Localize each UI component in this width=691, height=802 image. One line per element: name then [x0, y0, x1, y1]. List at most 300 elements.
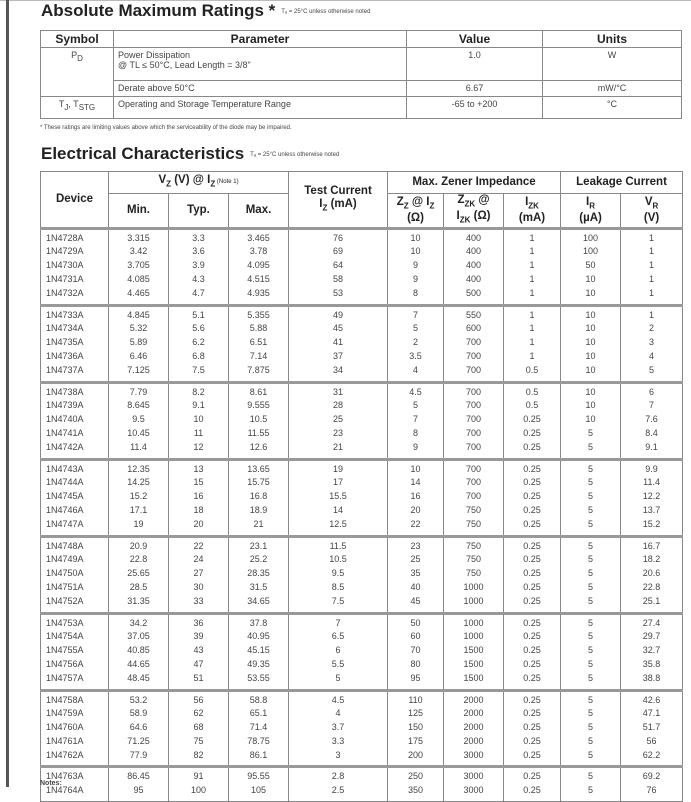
cell-value: 1	[649, 309, 655, 320]
cell-value: 20.6	[642, 568, 661, 579]
cell-value: 3.3	[331, 735, 345, 746]
cell-value: 1000	[463, 631, 484, 642]
cell-value: 5.1	[192, 309, 205, 320]
cell-value: 12.2	[642, 491, 661, 502]
col-izk: $I_{ZK}$ (mA)	[504, 194, 561, 229]
device-name: 1N4749A	[46, 554, 84, 565]
cell-value: 62	[193, 708, 204, 719]
cell	[561, 228, 621, 305]
cell-value: 16.7	[642, 540, 661, 551]
cell-value: 35.8	[642, 658, 661, 669]
table-row	[41, 459, 683, 536]
cell-value: 10	[410, 232, 421, 243]
cell	[561, 305, 621, 382]
cell-value: 5	[588, 463, 594, 474]
device-name: 1N4731A	[46, 273, 84, 284]
cell-value: 1	[529, 350, 535, 361]
cell-value: 250	[408, 771, 424, 782]
cell	[229, 459, 289, 536]
device-name: 1N4760A	[46, 722, 84, 733]
cell	[289, 536, 388, 613]
device-group	[41, 382, 683, 459]
units-temp: °C	[543, 97, 682, 119]
symbol-pd: $P_D$	[41, 48, 114, 97]
cell-value: 8.645	[127, 400, 150, 411]
device-name: 1N4735A	[46, 337, 84, 348]
cell-value: 3000	[463, 771, 484, 782]
cell-value: 5.355	[247, 309, 270, 320]
cell	[109, 690, 169, 767]
cell-value: 10.45	[127, 427, 150, 438]
cell-value: 4	[413, 364, 419, 375]
cell	[504, 459, 561, 536]
device-name: 1N4734A	[46, 323, 84, 334]
cell-value: 34.2	[129, 617, 148, 628]
cell	[561, 459, 621, 536]
col-zzk: $Z_{ZK}$ @ $I_{ZK}$ (Ω)	[444, 194, 504, 229]
abs-max-table	[40, 30, 682, 119]
table-row	[41, 767, 683, 802]
cell-value: 95.55	[247, 771, 270, 782]
cell-value: 1	[649, 287, 655, 298]
cell-value: 5	[413, 400, 419, 411]
table-row	[41, 536, 683, 613]
cell-value: 78.75	[247, 735, 270, 746]
cell-value: 53.2	[129, 694, 148, 705]
cell-value: 77.9	[129, 749, 148, 760]
cell-value: 700	[466, 350, 482, 361]
cell-value: 65.1	[249, 708, 268, 719]
cell-value: 400	[466, 246, 482, 257]
cell	[621, 690, 683, 767]
cell-value: 70	[410, 645, 421, 656]
cell-value: 4.845	[127, 309, 150, 320]
cell-value: 69.2	[642, 771, 661, 782]
col-ir: $I_R$ (µA)	[561, 194, 621, 229]
cell-value: 0.25	[523, 441, 541, 452]
device-name: 1N4754A	[46, 631, 84, 642]
cell-value: 18.2	[642, 554, 661, 565]
symbol-tj: $T_J$, $T_{STG}$	[41, 97, 114, 119]
cell-value: 3000	[463, 785, 484, 796]
cell-value: 105	[251, 785, 267, 796]
cell-value: 36	[193, 617, 204, 628]
cell	[444, 305, 504, 382]
cell-value: 3.9	[192, 260, 205, 271]
cell-value: 40	[410, 581, 421, 592]
table-row	[41, 690, 683, 767]
col-parameter: Parameter	[114, 31, 407, 48]
cell-value: 68	[193, 722, 204, 733]
cell-value: 1	[649, 273, 655, 284]
cell-value: 10	[410, 463, 421, 474]
cell-value: 2	[413, 337, 419, 348]
cell-value: 1	[529, 323, 535, 334]
device-name: 1N4757A	[46, 672, 84, 683]
cell-value: 56	[193, 694, 204, 705]
cell-value: 28.5	[129, 581, 148, 592]
device-group	[41, 228, 683, 305]
cell-value: 3	[649, 337, 655, 348]
cell-value: 37.8	[249, 617, 268, 628]
cell-value: 9.1	[645, 441, 658, 452]
cell-value: 4.465	[127, 287, 150, 298]
cell	[229, 613, 289, 690]
cell-value: 34.65	[247, 595, 270, 606]
cell-value: 25.1	[642, 595, 661, 606]
cell-value: 13	[193, 463, 204, 474]
device-group	[41, 767, 683, 802]
cell-value: 700	[466, 400, 482, 411]
cell-value: 700	[466, 414, 482, 425]
cell-value: 11.5	[329, 540, 347, 551]
cell-value: 5	[588, 722, 594, 733]
cell-value: 86.45	[127, 771, 150, 782]
cell-value: 5	[588, 617, 594, 628]
cell-value: 1000	[463, 595, 484, 606]
cell-value: 21	[253, 518, 264, 529]
device-name: 1N4753A	[46, 617, 84, 628]
cell-value: 11.4	[130, 441, 147, 452]
cell-value: 0.25	[523, 491, 541, 502]
cell-value: 41	[333, 337, 344, 348]
cell	[229, 690, 289, 767]
cell-value: 9	[413, 273, 419, 284]
cell-value: 1	[529, 260, 535, 271]
cell-value: 7.875	[247, 364, 270, 375]
cell-value: 62.2	[642, 749, 661, 760]
cell-value: 8	[413, 287, 419, 298]
cell-value: 5	[413, 323, 419, 334]
cell-value: 24	[193, 554, 204, 565]
cell-value: 47	[193, 658, 204, 669]
device-group	[41, 690, 683, 767]
cell-value: 20	[410, 504, 421, 515]
cell-value: 5	[588, 645, 594, 656]
cell-value: 5	[588, 518, 594, 529]
cell	[41, 459, 109, 536]
cell-value: 8.61	[249, 386, 268, 397]
cell-value: 4.095	[247, 260, 270, 271]
cell-value: 49.35	[247, 658, 270, 669]
cell	[388, 690, 444, 767]
cell-value: 43	[193, 645, 204, 656]
cell-value: 0.25	[523, 645, 541, 656]
cell-value: 7	[413, 414, 419, 425]
notes-label: Notes:	[40, 780, 62, 787]
col-vr: $V_R$ (V)	[621, 194, 683, 229]
cell-value: 22.8	[129, 554, 148, 565]
cell-value: 6.2	[192, 337, 205, 348]
cell-value: 2000	[463, 708, 484, 719]
cell-value: 12.6	[249, 441, 268, 452]
units-power: W	[543, 48, 682, 81]
cell-value: 0.25	[523, 785, 541, 796]
cell	[621, 382, 683, 459]
cell-value: 71.4	[249, 722, 268, 733]
cell	[388, 228, 444, 305]
cell-value: 16	[410, 491, 421, 502]
cell-value: 60	[410, 631, 421, 642]
cell-value: 1	[529, 309, 535, 320]
cell	[504, 228, 561, 305]
cell	[388, 613, 444, 690]
col-impedance-group: Max. Zener Impedance	[388, 172, 561, 194]
cell-value: 2000	[463, 735, 484, 746]
abs-max-condition: Tₐ = 25°C unless otherwise noted	[281, 8, 371, 15]
cell-value: 700	[466, 364, 482, 375]
cell-value: 29.7	[642, 631, 661, 642]
cell	[504, 382, 561, 459]
cell-value: 22.8	[642, 581, 661, 592]
cell-value: 27.4	[642, 617, 661, 628]
cell-value: 9.5	[132, 414, 145, 425]
cell-value: 51.7	[642, 722, 661, 733]
cell	[169, 228, 229, 305]
cell-value: 150	[408, 722, 424, 733]
device-name: 1N4750A	[46, 568, 84, 579]
cell-value: 0.25	[523, 771, 541, 782]
cell-value: 200	[408, 749, 424, 760]
cell-value: 10	[585, 287, 596, 298]
cell-value: 1000	[463, 581, 484, 592]
cell	[621, 613, 683, 690]
device-name: 1N4759A	[46, 708, 84, 719]
cell-value: 95	[410, 672, 421, 683]
col-value: Value	[407, 31, 543, 48]
cell-value: 17.1	[129, 504, 148, 515]
cell	[169, 690, 229, 767]
cell	[109, 767, 169, 802]
device-name: 1N4747A	[46, 518, 84, 529]
cell-value: 15.5	[329, 491, 347, 502]
cell-value: 2.5	[331, 785, 345, 796]
electrical-table	[40, 171, 683, 802]
cell-value: 5	[588, 477, 594, 488]
cell	[229, 228, 289, 305]
cell-value: 2	[649, 323, 655, 334]
cell-value: 500	[466, 287, 482, 298]
cell	[621, 459, 683, 536]
device-name: 1N4730A	[46, 260, 84, 271]
cell-value: 25.65	[127, 568, 150, 579]
cell-value: 750	[466, 518, 482, 529]
cell-value: 125	[408, 708, 424, 719]
cell-value: 6.5	[331, 631, 345, 642]
cell-value: 5	[588, 491, 594, 502]
device-name: 1N4762A	[46, 749, 84, 760]
cell-value: 0.25	[523, 595, 541, 606]
cell-value: 49	[333, 309, 344, 320]
col-max: Max.	[229, 194, 289, 229]
cell-value: 13.65	[247, 463, 270, 474]
cell-value: 28.35	[247, 568, 270, 579]
cell-value: 42.6	[642, 694, 661, 705]
device-name: 1N4758A	[46, 694, 84, 705]
col-symbol: Symbol	[41, 31, 114, 48]
cell	[561, 767, 621, 802]
cell-value: 1	[649, 260, 655, 271]
cell-value: 110	[408, 694, 423, 705]
cell-value: 1	[529, 246, 535, 257]
cell	[444, 536, 504, 613]
cell-value: 95	[133, 785, 144, 796]
cell-value: 0.25	[523, 672, 541, 683]
col-units: Units	[543, 31, 682, 48]
cell-value: 40.85	[127, 645, 150, 656]
cell-value: 76	[646, 785, 657, 796]
cell-value: 10	[410, 246, 421, 257]
cell-value: 1500	[463, 658, 484, 669]
cell	[289, 459, 388, 536]
cell-value: 5.6	[192, 323, 205, 334]
page-edge-bar	[6, 0, 9, 787]
cell-value: 31	[333, 386, 344, 397]
cell-value: 0.5	[525, 400, 539, 411]
cell-value: 3.465	[247, 232, 270, 243]
cell-value: 58.8	[249, 694, 268, 705]
table-row	[41, 228, 683, 305]
cell-value: 14	[333, 504, 344, 515]
cell-value: 45	[333, 323, 344, 334]
col-vz-group: $V_Z$ (V) @ $I_Z$ (Note 1)	[109, 172, 289, 194]
cell	[504, 767, 561, 802]
cell	[444, 767, 504, 802]
cell-value: 0.25	[523, 540, 541, 551]
cell-value: 7.6	[645, 414, 658, 425]
cell-value: 0.25	[523, 581, 541, 592]
cell-value: 1500	[463, 645, 484, 656]
cell-value: 3.6	[192, 246, 205, 257]
cell	[444, 613, 504, 690]
cell-value: 10	[585, 323, 596, 334]
cell-value: 10	[585, 273, 596, 284]
cell-value: 56	[646, 735, 657, 746]
cell-value: 2000	[463, 694, 484, 705]
cell-value: 175	[408, 735, 424, 746]
cell-value: 22	[193, 540, 204, 551]
cell	[444, 690, 504, 767]
cell-value: 27	[193, 568, 204, 579]
cell-value: 7.5	[331, 595, 345, 606]
cell-value: 9	[413, 260, 419, 271]
cell-value: 28	[333, 400, 344, 411]
cell-value: 17	[333, 477, 344, 488]
cell-value: 5	[588, 749, 594, 760]
cell-value: 8.2	[192, 386, 205, 397]
elec-condition: Tₐ = 25°C unless otherwise noted	[250, 151, 340, 158]
cell-value: 38.8	[642, 672, 661, 683]
cell-value: 51	[193, 672, 204, 683]
cell-value: 23.1	[249, 540, 268, 551]
value-temp: -65 to +200	[407, 97, 543, 119]
cell-value: 100	[583, 232, 599, 243]
cell-value: 700	[466, 427, 482, 438]
cell	[444, 382, 504, 459]
device-name: 1N4738A	[46, 386, 84, 397]
cell-value: 15.2	[642, 518, 661, 529]
cell-value: 21	[333, 441, 344, 452]
cell-value: 10	[585, 386, 596, 397]
cell	[109, 459, 169, 536]
cell-value: 33	[193, 595, 204, 606]
cell-value: 4	[335, 708, 341, 719]
cell-value: 86.1	[249, 749, 268, 760]
cell-value: 5	[588, 554, 594, 565]
cell-value: 1500	[463, 672, 484, 683]
device-name: 1N4736A	[46, 350, 84, 361]
cell-value: 15.75	[247, 477, 270, 488]
cell-value: 5	[588, 568, 594, 579]
cell-value: 700	[466, 463, 482, 474]
param-power: Power Dissipation @ TL ≤ 50°C, Lead Length = 3/8"	[114, 48, 407, 81]
cell-value: 2000	[463, 722, 484, 733]
cell-value: 75	[193, 735, 204, 746]
cell	[41, 536, 109, 613]
device-name: 1N4732A	[46, 287, 84, 298]
device-name: 1N4728A	[46, 232, 84, 243]
cell	[444, 459, 504, 536]
cell	[289, 305, 388, 382]
cell-value: 14	[410, 477, 421, 488]
cell-value: 5.89	[129, 337, 148, 348]
device-group	[41, 536, 683, 613]
cell-value: 30	[193, 581, 204, 592]
cell	[504, 305, 561, 382]
cell-value: 5.5	[331, 658, 345, 669]
device-name: 1N4729A	[46, 246, 84, 257]
cell-value: 11	[193, 427, 204, 438]
cell-value: 4.3	[192, 273, 205, 284]
cell	[561, 536, 621, 613]
cell	[229, 382, 289, 459]
cell	[388, 767, 444, 802]
cell	[504, 613, 561, 690]
cell-value: 10	[585, 414, 596, 425]
cell-value: 15.2	[129, 491, 148, 502]
col-leakage-group: Leakage Current	[561, 172, 683, 194]
cell-value: 80	[410, 658, 421, 669]
cell-value: 4.5	[409, 386, 422, 397]
cell-value: 9.555	[247, 400, 270, 411]
cell-value: 0.25	[523, 749, 541, 760]
cell-value: 58.9	[129, 708, 148, 719]
cell	[169, 613, 229, 690]
cell-value: 12	[193, 441, 204, 452]
cell-value: 76	[333, 232, 344, 243]
cell-value: 400	[466, 232, 482, 243]
cell-value: 47.1	[642, 708, 661, 719]
cell	[621, 536, 683, 613]
cell-value: 10	[193, 414, 204, 425]
value-derate: 6.67	[407, 81, 543, 97]
cell-value: 3.315	[127, 232, 150, 243]
cell-value: 37	[333, 350, 344, 361]
cell	[229, 536, 289, 613]
cell-value: 7.125	[127, 364, 150, 375]
device-name: 1N4740A	[46, 414, 84, 425]
cell	[41, 228, 109, 305]
cell-value: 12.35	[127, 463, 150, 474]
cell	[504, 690, 561, 767]
cell-value: 19	[333, 463, 344, 474]
cell-value: 32.7	[642, 645, 661, 656]
cell-value: 6.51	[249, 337, 268, 348]
cell-value: 7.5	[192, 364, 205, 375]
cell-value: 4.5	[331, 694, 345, 705]
cell-value: 0.25	[523, 722, 541, 733]
cell-value: 6.46	[129, 350, 148, 361]
